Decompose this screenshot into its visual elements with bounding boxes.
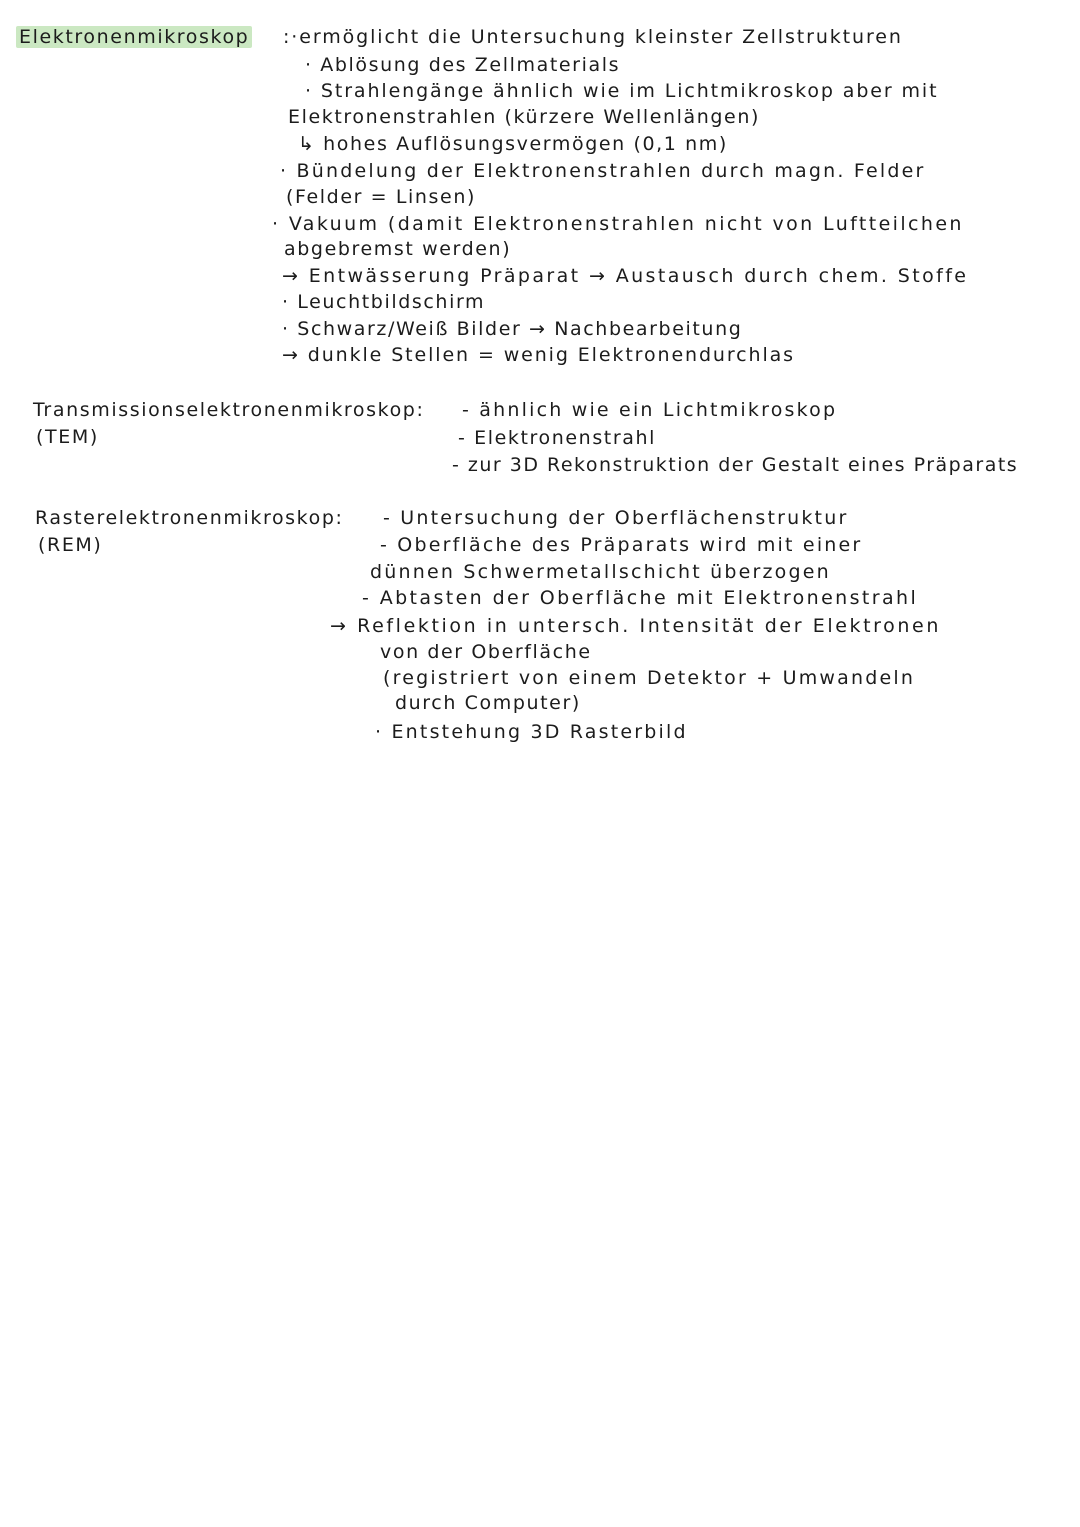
highlighted-title: Elektronenmikroskop bbox=[16, 26, 252, 48]
section-title-electron-microscope bbox=[16, 25, 252, 49]
note-line: ↳ hohes Auflösungsvermögen (0,1 nm) bbox=[298, 133, 728, 155]
note-line: - Oberfläche des Präparats wird mit einer bbox=[380, 534, 863, 556]
note-line: · Strahlengänge ähnlich wie im Lichtmikroskop aber mit bbox=[305, 80, 939, 102]
electron-microscope-intro: :·ermöglicht die Untersuchung kleinster Zellstrukturen bbox=[283, 26, 903, 48]
note-line: durch Computer) bbox=[395, 692, 581, 714]
section-abbr-rem: (REM) bbox=[38, 534, 103, 556]
note-line: Elektronenstrahlen (kürzere Wellenlängen) bbox=[288, 106, 761, 128]
note-line: - Elektronenstrahl bbox=[458, 427, 657, 449]
section-title-rem: Rasterelektronenmikroskop: bbox=[35, 507, 344, 529]
note-line: · Leuchtbildschirm bbox=[282, 291, 486, 313]
note-line: dünnen Schwermetallschicht überzogen bbox=[370, 561, 831, 583]
note-line: - Untersuchung der Oberflächenstruktur bbox=[383, 507, 849, 529]
note-line: · Bündelung der Elektronenstrahlen durch magn. Felder bbox=[280, 160, 926, 182]
note-line: · Entstehung 3D Rasterbild bbox=[375, 721, 688, 743]
note-line: von der Oberfläche bbox=[380, 641, 592, 663]
note-line: (registriert von einem Detektor + Umwandeln bbox=[383, 667, 916, 689]
note-line: - ähnlich wie ein Lichtmikroskop bbox=[462, 399, 838, 421]
note-line: · Vakuum (damit Elektronenstrahlen nicht von Luftteilchen bbox=[272, 213, 964, 235]
note-line: abgebremst werden) bbox=[284, 238, 512, 260]
note-line: · Schwarz/Weiß Bilder → Nachbearbeitung bbox=[282, 318, 743, 340]
section-title-tem: Transmissionselektronenmikroskop: bbox=[33, 399, 425, 421]
note-line: · Ablösung des Zellmaterials bbox=[305, 54, 621, 76]
note-line: (Felder = Linsen) bbox=[286, 186, 476, 208]
section-abbr-tem: (TEM) bbox=[36, 426, 99, 448]
note-line: - Abtasten der Oberfläche mit Elektronenstrahl bbox=[362, 587, 919, 609]
note-line: → Entwässerung Präparat → Austausch durch chem. Stoffe bbox=[282, 265, 969, 287]
note-line: → Reflektion in untersch. Intensität der Elektronen bbox=[330, 615, 941, 637]
note-line: - zur 3D Rekonstruktion der Gestalt eines Präparats bbox=[452, 454, 1019, 476]
note-line: → dunkle Stellen = wenig Elektronendurchlas bbox=[282, 344, 795, 366]
